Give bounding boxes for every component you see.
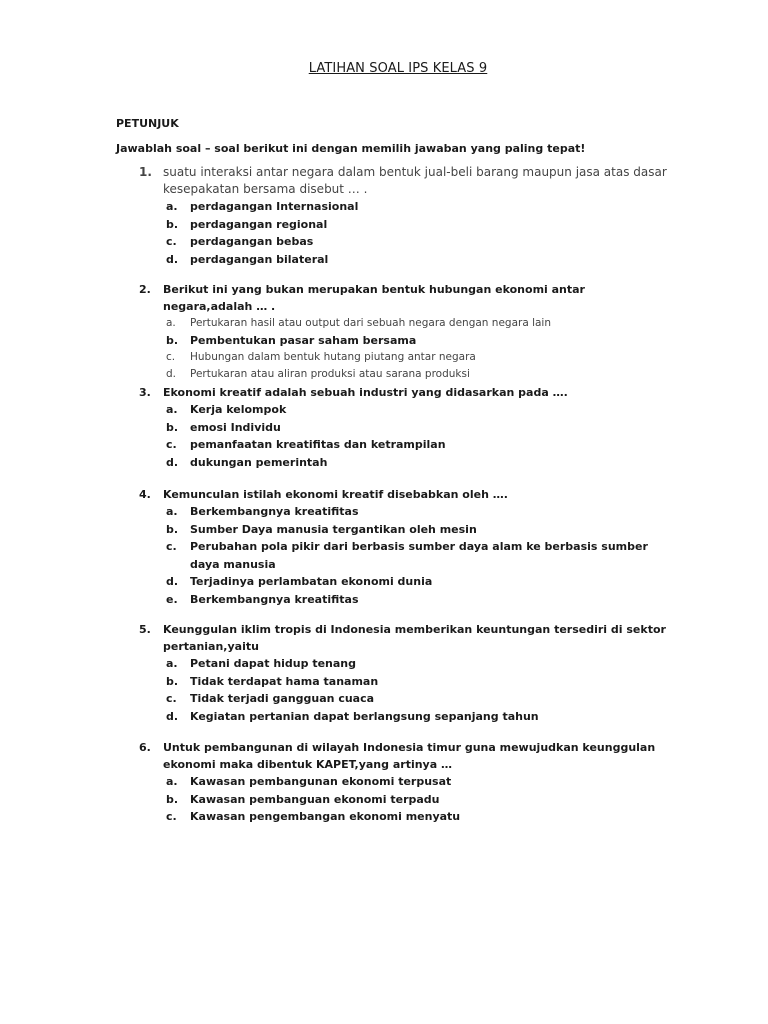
question-number: 5. <box>139 623 151 636</box>
question-stem: Ekonomi kreatif adalah sebuah industri yang didasarkan pada …. <box>163 386 568 399</box>
option-letter: e. <box>166 592 178 606</box>
option-a[interactable] <box>0 503 660 521</box>
option-a[interactable] <box>0 198 660 216</box>
option-list <box>0 315 768 383</box>
option-list <box>0 773 768 826</box>
option-a[interactable] <box>0 401 660 419</box>
option-letter: a. <box>166 403 178 416</box>
option-letter: a. <box>166 775 178 788</box>
option-c[interactable] <box>0 808 660 826</box>
option-letter: b. <box>166 522 179 536</box>
instructions-text: Jawablah soal – soal berikut ini dengan memilih jawaban yang paling tepat! <box>116 142 586 155</box>
question-stem: Berikut ini yang bukan merupakan bentuk hubungan ekonomi antar negara,adalah … . <box>163 283 585 313</box>
question-text <box>0 281 675 315</box>
option-b[interactable] <box>0 521 660 539</box>
option-c[interactable] <box>0 538 660 573</box>
option-letter: d. <box>166 709 179 723</box>
question-number: 2. <box>139 283 151 296</box>
option-text: Berkembangnya kreatifitas <box>190 592 359 606</box>
question-5 <box>0 621 768 725</box>
option-letter: b. <box>166 217 179 231</box>
option-text: dukungan pemerintah <box>190 455 328 469</box>
option-text: pemanfaatan kreatifitas dan ketrampilan <box>190 438 446 451</box>
option-letter: d. <box>166 252 179 266</box>
question-3 <box>0 384 768 471</box>
option-d[interactable] <box>0 251 660 269</box>
document-title: LATIHAN SOAL IPS KELAS 9 <box>308 61 488 76</box>
question-number: 4. <box>139 488 151 501</box>
option-letter: b. <box>166 674 179 688</box>
option-letter: d. <box>166 455 179 469</box>
option-list <box>0 401 768 471</box>
option-a[interactable] <box>0 773 660 791</box>
option-text: perdagangan bebas <box>190 235 314 248</box>
option-list <box>0 655 768 725</box>
option-text: perdagangan Internasional <box>190 200 359 213</box>
option-text: Kerja kelompok <box>190 403 287 416</box>
question-stem: Kemunculan istilah ekonomi kreatif disebabkan oleh …. <box>163 488 508 501</box>
option-a[interactable] <box>0 655 660 673</box>
option-d[interactable] <box>0 573 660 591</box>
option-text: Kawasan pembangunan ekonomi terpusat <box>190 775 452 788</box>
option-text: Kawasan pengembangan ekonomi menyatu <box>190 810 461 823</box>
question-text <box>0 384 675 401</box>
question-text <box>0 739 675 773</box>
question-number: 1. <box>139 165 152 179</box>
option-b[interactable] <box>0 791 660 809</box>
option-letter: a. <box>166 657 178 670</box>
option-letter: c. <box>166 235 177 248</box>
option-text: emosi Individu <box>190 420 281 434</box>
question-4 <box>0 486 768 608</box>
option-letter: c. <box>166 351 176 363</box>
option-letter: d. <box>166 368 177 380</box>
option-b[interactable] <box>0 332 660 349</box>
instructions-heading: PETUNJUK <box>116 117 179 130</box>
option-e[interactable] <box>0 591 660 609</box>
question-number: 3. <box>139 386 151 399</box>
option-c[interactable] <box>0 233 660 251</box>
option-b[interactable] <box>0 216 660 234</box>
option-c[interactable] <box>0 349 660 366</box>
option-text: Pembentukan pasar saham bersama <box>190 334 417 347</box>
option-text: Kegiatan pertanian dapat berlangsung sepanjang tahun <box>190 709 539 723</box>
option-letter: d. <box>166 575 179 588</box>
question-number: 6. <box>139 741 151 754</box>
option-text: Hubungan dalam bentuk hutang piutang antar negara <box>190 351 476 363</box>
question-text <box>0 164 675 198</box>
option-text: Berkembangnya kreatifitas <box>190 505 359 518</box>
option-a[interactable] <box>0 315 660 332</box>
question-1 <box>0 164 768 268</box>
question-text <box>0 486 675 503</box>
question-2 <box>0 281 768 383</box>
option-letter: b. <box>166 792 179 806</box>
option-letter: a. <box>166 317 176 329</box>
question-stem: Untuk pembangunan di wilayah Indonesia timur guna mewujudkan keunggulan ekonomi maka dibentuk KAPET,yang artinya … <box>163 741 656 771</box>
option-d[interactable] <box>0 708 660 726</box>
option-letter: c. <box>166 540 177 553</box>
option-text: perdagangan bilateral <box>190 252 329 266</box>
option-list <box>0 503 768 608</box>
option-text: Sumber Daya manusia tergantikan oleh mesin <box>190 522 477 536</box>
option-b[interactable] <box>0 673 660 691</box>
option-text: Perubahan pola pikir dari berbasis sumber daya alam ke berbasis sumber daya manusia <box>190 540 648 571</box>
option-text: Pertukaran atau aliran produksi atau sarana produksi <box>190 368 470 380</box>
option-letter: b. <box>166 420 179 434</box>
question-6 <box>0 739 768 826</box>
option-c[interactable] <box>0 436 660 454</box>
question-stem: Keunggulan iklim tropis di Indonesia memberikan keuntungan tersediri di sektor pertanian,yaitu <box>163 623 666 653</box>
option-d[interactable] <box>0 366 660 383</box>
question-stem: suatu interaksi antar negara dalam bentuk jual-beli barang maupun jasa atas dasar kesepakatan bersama disebut … . <box>163 165 667 196</box>
option-text: Tidak terjadi gangguan cuaca <box>190 692 375 705</box>
option-letter: c. <box>166 692 177 705</box>
option-text: Pertukaran hasil atau output dari sebuah negara dengan negara lain <box>190 317 552 329</box>
option-d[interactable] <box>0 454 660 472</box>
option-letter: c. <box>166 810 177 823</box>
option-letter: a. <box>166 200 178 213</box>
option-letter: b. <box>166 334 179 347</box>
option-text: Tidak terdapat hama tanaman <box>190 674 379 688</box>
option-c[interactable] <box>0 690 660 708</box>
option-text: perdagangan regional <box>190 217 328 231</box>
question-text <box>0 621 675 655</box>
option-text: Terjadinya perlambatan ekonomi dunia <box>190 575 433 588</box>
option-letter: c. <box>166 438 177 451</box>
option-b[interactable] <box>0 419 660 437</box>
option-text: Kawasan pembanguan ekonomi terpadu <box>190 792 440 806</box>
option-list <box>0 198 768 268</box>
option-text: Petani dapat hidup tenang <box>190 657 357 670</box>
option-letter: a. <box>166 505 178 518</box>
